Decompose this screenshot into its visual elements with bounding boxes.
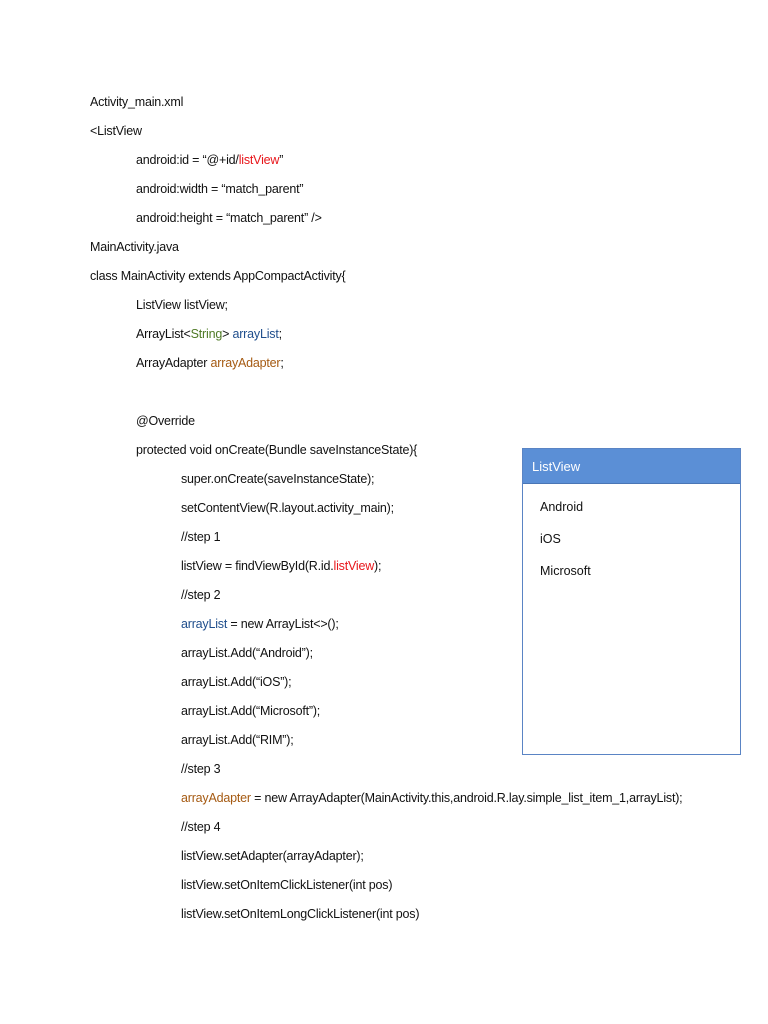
code-line-oncreate: protected void onCreate(Bundle saveInstanceState){	[136, 443, 418, 457]
code-highlight-arraylist: arrayList	[232, 327, 279, 341]
code-text: ArrayAdapter	[136, 356, 211, 370]
code-line-step1: //step 1	[181, 530, 221, 544]
code-line-listview-field: ListView listView;	[136, 298, 228, 312]
code-text: = new ArrayAdapter(MainActivity.this,android.R.lay.simple_list_item_1,arrayList);	[250, 791, 683, 805]
list-item: Android	[540, 500, 584, 514]
code-text: );	[374, 559, 382, 573]
code-highlight-listview: listView	[238, 153, 280, 167]
code-line-android-id	[136, 152, 283, 168]
code-line-setonitemclick: listView.setOnItemClickListener(int pos)	[181, 878, 393, 892]
code-line-super-oncreate: super.onCreate(saveInstanceState);	[181, 472, 375, 486]
code-line-android-width: android:width = “match_parent”	[136, 182, 304, 196]
code-text: = new ArrayList<>();	[227, 617, 339, 631]
list-item: Microsoft	[540, 564, 591, 578]
code-highlight-listview: listView	[333, 559, 375, 573]
code-line-step2: //step 2	[181, 588, 221, 602]
code-line-add-ios: arrayList.Add(“iOS”);	[181, 675, 292, 689]
code-line-arraylist-field	[136, 326, 282, 342]
code-line-setadapter: listView.setAdapter(arrayAdapter);	[181, 849, 364, 863]
list-item: iOS	[540, 532, 561, 546]
code-text: ;	[278, 327, 282, 341]
code-line-step4: //step 4	[181, 820, 221, 834]
code-line-class-decl: class MainActivity extends AppCompactActivity{	[90, 269, 346, 283]
code-text: ”	[279, 153, 284, 167]
code-highlight-arrayadapter: arrayAdapter	[181, 791, 251, 805]
code-line-arrayadapter-field	[136, 355, 284, 371]
code-line-setonitemlongclick: listView.setOnItemLongClickListener(int pos)	[181, 907, 420, 921]
listview-header: ListView	[523, 449, 740, 484]
code-highlight-arrayadapter: arrayAdapter	[210, 356, 281, 370]
code-text: >	[222, 327, 233, 341]
code-text: listView = findViewById(R.id.	[181, 559, 334, 573]
code-line-new-arrayadapter	[181, 790, 682, 806]
code-line-add-android: arrayList.Add(“Android”);	[181, 646, 313, 660]
code-line-listview-open: <ListView	[90, 124, 142, 138]
code-highlight-string: String	[190, 327, 223, 341]
code-line-step3: //step 3	[181, 762, 221, 776]
code-highlight-arraylist: arrayList	[181, 617, 228, 631]
code-line-android-height: android:height = “match_parent” />	[136, 211, 322, 225]
code-line-add-rim: arrayList.Add(“RIM”);	[181, 733, 294, 747]
code-text: ;	[280, 356, 284, 370]
code-line-setcontentview: setContentView(R.layout.activity_main);	[181, 501, 394, 515]
code-line-new-arraylist	[181, 616, 339, 632]
code-line-override: @Override	[136, 414, 195, 428]
code-line-filename-java: MainActivity.java	[90, 240, 179, 254]
listview-mockup	[522, 448, 741, 755]
code-line-filename-xml: Activity_main.xml	[90, 95, 184, 109]
code-text: ArrayList<	[136, 327, 191, 341]
code-line-findviewbyid	[181, 558, 381, 574]
code-text: android:id = “@+id/	[136, 153, 239, 167]
code-line-add-microsoft: arrayList.Add(“Microsoft”);	[181, 704, 321, 718]
